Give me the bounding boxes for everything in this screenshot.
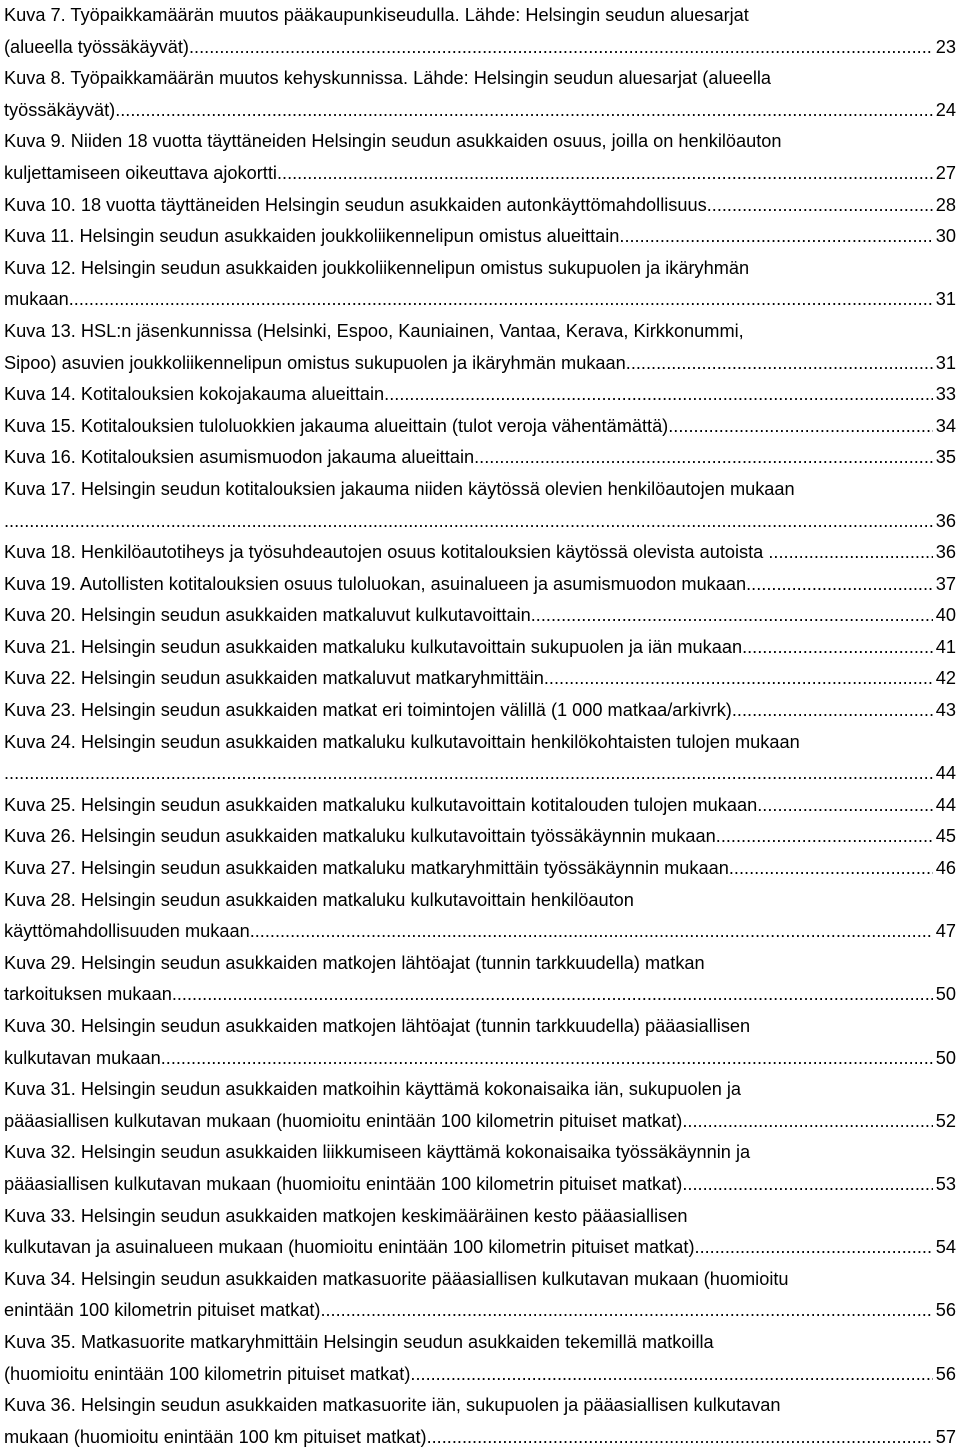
toc-entry[interactable] [4,63,956,126]
toc-entry[interactable] [4,537,956,569]
dot-leader [757,790,933,822]
toc-entry[interactable] [4,253,956,316]
dot-leader [682,1169,932,1201]
toc-entry-page-number: 52 [935,1110,956,1131]
dot-leader [695,1232,933,1264]
toc-entry-last-line [4,348,956,380]
dot-leader [161,1043,933,1075]
toc-entry[interactable] [4,1011,956,1074]
toc-entry-title: työssäkäyvät) [4,99,116,120]
toc-entry-title: Kuva 33. Helsingin seudun asukkaiden matkojen keskimääräinen kesto pääasiallisen [4,1205,688,1226]
toc-entry-title: Kuva 28. Helsingin seudun asukkaiden matkaluku kulkutavoittain henkilöauton [4,889,634,910]
toc-entry-title: Kuva 30. Helsingin seudun asukkaiden matkojen lähtöajat (tunnin tarkkuudella) pääasiallisen [4,1016,751,1036]
toc-entry-line [4,63,956,95]
toc-entry-page-number: 36 [935,542,956,563]
toc-entry-last-line [4,221,956,253]
toc-entry-line [4,474,956,506]
toc-entry-title: kulkutavan ja asuinalueen mukaan (huomioitu enintään 100 kilometrin pituiset matkat) [4,1237,695,1258]
toc-entry-line [4,1390,956,1422]
toc-entry-last-line [4,821,956,853]
toc-entry-title: Kuva 11. Helsingin seudun asukkaiden joukkoliikennelipun omistus alueittain [4,226,620,247]
toc-entry-title: (alueella työssäkäyvät) [4,36,189,57]
toc-entry-last-line [4,1169,956,1201]
toc-entry[interactable] [4,221,956,253]
toc-entry-last-line [4,979,956,1011]
toc-entry-line [4,1264,956,1296]
dot-leader [172,979,933,1011]
toc-entry-line [4,1074,956,1106]
dot-leader [320,1295,932,1327]
toc-entry-title: enintään 100 kilometrin pituiset matkat) [4,1300,321,1321]
toc-entry-last-line [4,663,956,695]
toc-entry-title: Kuva 32. Helsingin seudun asukkaiden liikkumiseen käyttämä kokonaisaika työssäkäynnin ja [4,1142,751,1163]
toc-entry-page-number: 35 [935,447,956,468]
toc-entry-title: Kuva 34. Helsingin seudun asukkaiden matkasuorite pääasiallisen kulkutavan mukaan (huomioitu [4,1268,789,1289]
toc-entry-page-number: 27 [935,162,956,183]
dot-leader [626,348,933,380]
toc-entry-last-line [4,32,956,64]
toc-entry[interactable] [4,821,956,853]
toc-entry[interactable] [4,1390,956,1453]
toc-entry-title: Kuva 23. Helsingin seudun asukkaiden matkat eri toimintojen välillä (1 000 matkaa/arkivrk) [4,700,732,721]
toc-entry-line [4,0,956,32]
toc-entry-page-number: 30 [935,226,956,247]
toc-entry[interactable] [4,190,956,222]
toc-entry-title: Kuva 13. HSL:n jäsenkunnissa (Helsinki, Espoo, Kauniainen, Vantaa, Kerava, Kirkkonummi, [4,320,744,341]
toc-entry-last-line [4,1422,956,1453]
dot-leader [668,411,933,443]
toc-entry-title: Kuva 15. Kotitalouksien tuloluokkien jakauma alueittain (tulot veroja vähentämättä) [4,415,669,436]
toc-entry-page-number: 24 [935,99,956,120]
toc-entry-page-number: 50 [935,984,956,1005]
toc-entry-page-number: 42 [935,668,956,689]
toc-entry-title: Kuva 25. Helsingin seudun asukkaiden matkaluku kulkutavoittain kotitalouden tulojen mukaan [4,794,758,815]
toc-entry-title: Kuva 29. Helsingin seudun asukkaiden matkojen lähtöajat (tunnin tarkkuudella) matkan [4,952,705,973]
toc-entry-title: kulkutavan mukaan [4,1047,161,1068]
toc-entry-last-line [4,1359,956,1391]
toc-entry[interactable] [4,790,956,822]
toc-entry-title: Kuva 24. Helsingin seudun asukkaiden matkaluku kulkutavoittain henkilökohtaisten tulojen mukaan [4,731,800,752]
toc-entry-page-number: 45 [935,826,956,847]
dot-leader [716,821,933,853]
dot-leader [619,221,932,253]
toc-entry[interactable] [4,632,956,664]
toc-entry-page-number: 47 [935,921,956,942]
toc-entry-title: Kuva 21. Helsingin seudun asukkaiden matkaluku kulkutavoittain sukupuolen ja iän mukaan [4,636,743,657]
toc-entry-page-number: 40 [935,605,956,626]
toc-entry-last-line [4,1106,956,1138]
toc-entry-title: Kuva 27. Helsingin seudun asukkaiden matkaluku matkaryhmittäin työssäkäynnin mukaan [4,858,729,879]
dot-leader [531,600,933,632]
toc-entry-last-line [4,284,956,316]
toc-entry-last-line [4,190,956,222]
toc-entry[interactable] [4,474,956,537]
toc-entry-page-number: 31 [935,289,956,310]
toc-entry-line [4,1011,956,1043]
toc-entry-last-line [4,1043,956,1075]
toc-entry-title: Kuva 14. Kotitalouksien kokojakauma alueittain [4,384,385,405]
toc-entry[interactable] [4,1264,956,1327]
dot-leader [427,1422,933,1453]
toc-entry-title: käyttömahdollisuuden mukaan [4,921,250,942]
toc-entry-title: Kuva 17. Helsingin seudun kotitalouksien jakauma niiden käytössä olevien henkilöautojen mukaan [4,478,795,499]
toc-entry-title: Kuva 7. Työpaikkamäärän muutos pääkaupunkiseudulla. Lähde: Helsingin seudun aluesarjat [4,5,749,25]
dot-leader [4,758,933,790]
toc-entry-last-line [4,853,956,885]
toc-entry-title: Kuva 18. Henkilöautotiheys ja työsuhdeautojen osuus kotitalouksien käytössä olevista autoista . [4,542,774,563]
dot-leader [250,916,933,948]
toc-entry-last-line [4,537,956,569]
toc-entry-line [4,885,956,917]
toc-entry-page-number: 44 [935,794,956,815]
toc-entry-last-line [4,569,956,601]
toc-entry-line [4,253,956,285]
toc-entry[interactable] [4,885,956,948]
toc-entry-line [4,1327,956,1359]
dot-leader [773,537,932,569]
toc-entry-page-number: 28 [935,194,956,215]
toc-entry[interactable] [4,0,956,63]
toc-entry[interactable] [4,442,956,474]
toc-entry-title: Kuva 31. Helsingin seudun asukkaiden matkoihin käyttämä kokonaisaika iän, sukupuolen ja [4,1079,742,1100]
toc-entry-last-line [4,379,956,411]
toc-entry-last-line [4,442,956,474]
dot-leader [384,379,933,411]
toc-entry[interactable] [4,1137,956,1200]
toc-entry-page-number: 41 [935,636,956,657]
toc-entry-line [4,126,956,158]
toc-entry-last-line [4,411,956,443]
toc-entry[interactable] [4,126,956,189]
toc-entry-page-number: 57 [935,1426,956,1447]
toc-entry-last-line [4,95,956,127]
toc-entry-title: Kuva 36. Helsingin seudun asukkaiden matkasuorite iän, sukupuolen ja pääasiallisen kulkutavan [4,1395,781,1416]
toc-entry-title: mukaan (huomioitu enintään 100 km pituiset matkat) [4,1426,427,1447]
dot-leader [544,663,933,695]
toc-entry-title: pääasiallisen kulkutavan mukaan (huomioitu enintään 100 kilometrin pituiset matkat) [4,1173,683,1194]
toc-entry-last-line [4,506,956,538]
toc-entry[interactable] [4,948,956,1011]
dot-leader [729,853,933,885]
toc-entry-page-number: 44 [935,763,956,784]
toc-entry[interactable] [4,1074,956,1137]
dot-leader [732,695,933,727]
toc-entry-last-line [4,158,956,190]
toc-entry-title: mukaan [4,289,69,310]
dot-leader [682,1106,932,1138]
toc-entry-page-number: 50 [935,1047,956,1068]
toc-entry-title: tarkoituksen mukaan [4,984,172,1005]
toc-entry-title: Kuva 19. Autollisten kotitalouksien osuus tuloluokan, asuinalueen ja asumismuodon mukaan [4,573,747,594]
toc-entry-last-line [4,916,956,948]
toc-entry-title: Kuva 12. Helsingin seudun asukkaiden joukkoliikennelipun omistus sukupuolen ja ikäryhmän [4,257,750,278]
dot-leader [707,190,933,222]
toc-entry-title: Kuva 16. Kotitalouksien asumismuodon jakauma alueittain [4,447,475,468]
toc-entry-title: Kuva 26. Helsingin seudun asukkaiden matkaluku kulkutavoittain työssäkäynnin mukaan [4,826,716,847]
toc-entry[interactable] [4,569,956,601]
toc-entry-page-number: 33 [935,384,956,405]
toc-entry-page-number: 43 [935,700,956,721]
toc-entry-page-number: 53 [935,1173,956,1194]
toc-entry-line [4,727,956,759]
dot-leader [742,632,933,664]
toc-entry-last-line [4,758,956,790]
toc-entry-line [4,948,956,980]
toc-entry-page-number: 56 [935,1300,956,1321]
toc-entry-last-line [4,600,956,632]
dot-leader [277,158,933,190]
toc-entry-last-line [4,1295,956,1327]
toc-entry[interactable] [4,1201,956,1264]
toc-entry-title: Sipoo) asuvien joukkoliikennelipun omistus sukupuolen ja ikäryhmän mukaan [4,352,626,373]
toc-entry[interactable] [4,695,956,727]
toc-entry-page-number: 37 [935,573,956,594]
toc-entry-page-number: 23 [935,36,956,57]
toc-entry-last-line [4,790,956,822]
toc-entry-last-line [4,1232,956,1264]
toc-entry[interactable] [4,727,956,790]
toc-entry-page-number: 34 [935,415,956,436]
dot-leader [69,284,933,316]
toc-entry-page-number: 54 [935,1237,956,1258]
toc-entry-line [4,1137,956,1169]
toc-entry[interactable] [4,379,956,411]
toc-entry-title: kuljettamiseen oikeuttava ajokortti [4,162,277,183]
toc-entry-page-number: 31 [935,352,956,373]
toc-entry-title: Kuva 10. 18 vuotta täyttäneiden Helsingin seudun asukkaiden autonkäyttömahdollisuus [4,194,707,215]
toc-entry[interactable] [4,600,956,632]
toc-entry-title: Kuva 35. Matkasuorite matkaryhmittäin Helsingin seudun asukkaiden tekemillä matkoilla [4,1331,714,1352]
toc-entry-page-number: 46 [935,858,956,879]
dot-leader [115,95,933,127]
toc-entry-page-number: 56 [935,1363,956,1384]
toc-entry[interactable] [4,663,956,695]
toc-entry-title: Kuva 20. Helsingin seudun asukkaiden matkaluvut kulkutavoittain [4,605,531,626]
toc-entry-page-number: 36 [935,510,956,531]
toc-entry-line [4,1201,956,1233]
dot-leader [474,442,933,474]
toc-entry-title: Kuva 22. Helsingin seudun asukkaiden matkaluvut matkaryhmittäin [4,668,544,689]
toc-entry[interactable] [4,411,956,443]
toc-entry-line [4,316,956,348]
toc-entry[interactable] [4,853,956,885]
toc-entry-title: Kuva 8. Työpaikkamäärän muutos kehyskunnissa. Lähde: Helsingin seudun aluesarjat (alueella [4,68,772,89]
toc-entry-last-line [4,632,956,664]
toc-entry[interactable] [4,316,956,379]
dot-leader [4,506,933,538]
toc-entry[interactable] [4,1327,956,1390]
dot-leader [746,569,933,601]
dot-leader [189,32,933,64]
toc-entry-last-line [4,695,956,727]
toc-entry-title: Kuva 9. Niiden 18 vuotta täyttäneiden Helsingin seudun asukkaiden osuus, joilla on henkilöauton [4,131,782,152]
toc-entry-title: (huomioitu enintään 100 kilometrin pituiset matkat) [4,1363,411,1384]
dot-leader [410,1359,932,1391]
toc-entry-title: pääasiallisen kulkutavan mukaan (huomioitu enintään 100 kilometrin pituiset matkat) [4,1110,683,1131]
